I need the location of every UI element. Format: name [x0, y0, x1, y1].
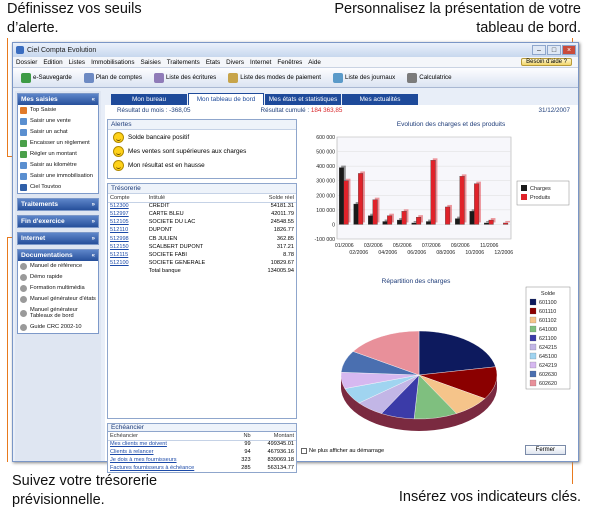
section-mes-saisies: [17, 93, 99, 194]
callout-customize-dashboard: Personnalisez la présentation de votre tableau de bord.: [334, 1, 581, 36]
cd-icon: [20, 310, 27, 317]
section-header[interactable]: Fin d'exercice »: [18, 216, 98, 227]
bar: [387, 216, 392, 225]
legend-swatch: [530, 299, 536, 305]
form-icon: [20, 162, 27, 169]
legend-swatch: [530, 362, 536, 368]
legend-label: Charges: [530, 186, 551, 192]
account-link[interactable]: 512115: [110, 251, 129, 258]
tab-mes-etats[interactable]: Mes états et statistiques: [265, 94, 341, 105]
table-cell: 24548.55: [270, 219, 294, 226]
no-show-checkbox[interactable]: Ne plus afficher au démarrage: [301, 448, 384, 454]
table-row[interactable]: [108, 259, 296, 267]
account-link[interactable]: 512997: [110, 211, 129, 218]
legend-swatch: [530, 353, 536, 359]
account-link[interactable]: 512110: [110, 227, 129, 234]
x-tick-label: 04/2006: [378, 250, 398, 256]
calculator-icon: [407, 73, 417, 83]
section-documentations: [17, 249, 99, 334]
schedule-title: Echéancier: [108, 424, 296, 432]
table-cell: CARTE BLEU: [148, 211, 184, 218]
bar: [503, 223, 508, 224]
table-cell: SOCIETE GENERALE: [148, 259, 206, 266]
menu-fenetres[interactable]: Fenêtres: [277, 58, 303, 66]
y-tick-label: 300 000: [316, 178, 335, 185]
table-cell: 285: [241, 465, 251, 472]
legend-label: 601102: [539, 318, 557, 324]
list-icon: [154, 73, 164, 83]
table-row[interactable]: [108, 251, 296, 259]
table-row[interactable]: [108, 456, 296, 464]
bar: [474, 184, 479, 225]
table-row[interactable]: [108, 226, 296, 234]
sidebar: [15, 91, 101, 461]
table-cell: 54181.31: [270, 203, 294, 210]
alert-item[interactable]: Solde bancaire positif: [108, 130, 296, 144]
section-internet: [17, 232, 99, 245]
bar: [373, 200, 378, 225]
table-row[interactable]: [108, 202, 296, 210]
sidebar-item-manuel-etats[interactable]: Manuel générateur d'états: [18, 294, 98, 305]
checkbox[interactable]: [301, 448, 307, 454]
bar: [402, 211, 407, 224]
alerts-panel: [107, 119, 297, 179]
section-header[interactable]: Mes saisies «: [18, 94, 98, 105]
menu-saisies[interactable]: Saisies: [140, 58, 161, 66]
bar: [368, 216, 373, 225]
section-traitements: [17, 198, 99, 211]
table-cell: 317.21: [276, 243, 294, 250]
ledger-icon: [84, 73, 94, 83]
result-cumul-value: 184 363,85: [310, 107, 343, 114]
menu-listes[interactable]: Listes: [68, 58, 86, 66]
smiley-icon: [113, 146, 124, 157]
table-cell: CREDIT: [148, 203, 170, 210]
legend-swatch: [530, 335, 536, 341]
sidebar-item-saisir-vente[interactable]: Saisir une vente: [18, 116, 98, 127]
sidebar-item-ciel-touvtoo[interactable]: Ciel Touvtoo: [18, 182, 98, 193]
menu-immobilisations[interactable]: Immobilisations: [91, 58, 135, 66]
table-cell: 8.78: [283, 251, 294, 258]
table-cell: 563134.77: [267, 465, 294, 472]
liste-ecritures-button[interactable]: Liste des écritures: [150, 71, 220, 85]
table-cell: 10829.67: [270, 259, 294, 266]
bar: [484, 223, 489, 224]
journal-icon: [333, 73, 343, 83]
bar: [431, 160, 436, 224]
payment-icon: [228, 73, 238, 83]
smiley-icon: [113, 132, 124, 143]
column-header: Montant: [253, 432, 296, 440]
sidebar-item-regler[interactable]: Régler un montant: [18, 149, 98, 160]
legend-label: 601100: [539, 300, 557, 306]
cd-icon: [20, 285, 27, 292]
app-icon: [20, 184, 27, 191]
table-cell: DUPONT: [148, 227, 173, 234]
esauvegarde-button[interactable]: e-Sauvegarde: [17, 71, 76, 85]
form-icon: [20, 173, 27, 180]
section-header[interactable]: Internet »: [18, 233, 98, 244]
table-cell: 1826.77: [273, 227, 294, 234]
result-month-value: -368,05: [169, 107, 191, 114]
table-row[interactable]: [108, 210, 296, 218]
x-tick-label: 03/2006: [363, 243, 383, 249]
table-row[interactable]: [108, 448, 296, 456]
column-header: Compte: [108, 194, 147, 202]
y-tick-label: 500 000: [316, 149, 335, 156]
leader-line: [7, 237, 8, 462]
bar: [426, 222, 431, 225]
x-tick-label: 06/2006: [407, 250, 427, 256]
bar: [470, 211, 475, 224]
treasury-table: [108, 194, 296, 275]
sidebar-item-manuel-tableaux[interactable]: Manuel générateur Tableaux de bord: [18, 305, 98, 322]
table-cell: SOCIETE FABI: [148, 251, 187, 258]
form-icon: [20, 129, 27, 136]
results-bar: [105, 105, 578, 116]
legend-label: 602630: [539, 372, 557, 378]
window-title: Ciel Compta Evolution: [27, 46, 97, 54]
x-tick-label: 05/2006: [392, 243, 412, 249]
table-row[interactable]: [108, 218, 296, 226]
y-tick-label: 0: [332, 222, 335, 229]
account-link[interactable]: 512105: [110, 219, 129, 226]
bar: [455, 219, 460, 225]
cd-icon: [20, 324, 27, 331]
column-header: Nb: [234, 432, 253, 440]
menu-bar: [13, 57, 578, 68]
legend-swatch: [530, 308, 536, 314]
sidebar-item-top-saisie[interactable]: Top Saisie: [18, 105, 98, 116]
tab-bar: [105, 91, 578, 105]
table-cell: 839069.18: [267, 457, 294, 464]
y-tick-label: 600 000: [316, 135, 335, 141]
column-header: Intitulé: [147, 194, 246, 202]
date-value: 31/12/2007: [538, 107, 570, 114]
close-window-button[interactable]: ×: [562, 45, 576, 55]
sidebar-item-guide-crc[interactable]: Guide CRC 2002-10: [18, 322, 98, 333]
x-tick-label: 08/2006: [436, 250, 456, 256]
menu-edition[interactable]: Edition: [43, 58, 63, 66]
section-header[interactable]: Traitements »: [18, 199, 98, 210]
x-tick-label: 07/2006: [421, 243, 441, 249]
legend-label: 645100: [539, 354, 557, 360]
table-cell: 467936.16: [267, 449, 294, 456]
table-cell: 323: [241, 457, 251, 464]
x-tick-label: 12/2006: [494, 250, 514, 256]
legend-title: Solde: [540, 291, 556, 297]
money-icon: [20, 151, 27, 158]
cd-icon: [20, 263, 27, 270]
collapse-icon[interactable]: «: [91, 96, 95, 103]
result-cumul-label: Résultat cumulé :: [260, 107, 310, 114]
expand-icon[interactable]: »: [91, 235, 95, 242]
y-tick-label: 200 000: [316, 193, 335, 200]
y-tick-label: 400 000: [316, 164, 335, 171]
calculatrice-button[interactable]: Calculatrice: [403, 71, 455, 85]
help-button[interactable]: Besoin d'aide ?: [521, 58, 572, 66]
title-bar: [13, 43, 578, 57]
table-cell: 42011.79: [271, 211, 294, 218]
app-window: [12, 42, 579, 472]
minimize-button[interactable]: –: [532, 45, 546, 55]
bar-chart: [301, 117, 576, 273]
bar: [354, 204, 359, 224]
account-link[interactable]: 512998: [110, 235, 129, 242]
bar: [339, 168, 344, 225]
form-icon: [20, 107, 27, 114]
app-icon: [16, 46, 24, 54]
sidebar-item-manuel-reference[interactable]: Manuel de référence: [18, 261, 98, 272]
schedule-link[interactable]: Je dois à mes fournisseurs: [110, 457, 177, 464]
chart-title: Evolution des charges et des produits: [396, 121, 506, 128]
treasury-title: Trésorerie: [108, 184, 296, 194]
account-link[interactable]: 512100: [110, 259, 129, 266]
callout-key-indicators: Insérez vos indicateurs clés.: [398, 489, 581, 505]
table-cell: 499345.01: [267, 441, 294, 448]
section-header[interactable]: Documentations «: [18, 250, 98, 261]
x-tick-label: 11/2006: [480, 243, 499, 249]
total-row: [108, 267, 296, 275]
sidebar-item-encaisser[interactable]: Encaisser un règlement: [18, 138, 98, 149]
table-cell: 94: [244, 449, 251, 456]
menu-aide[interactable]: Aide: [308, 58, 321, 66]
menu-traitements[interactable]: Traitements: [166, 58, 200, 66]
bar: [397, 220, 402, 224]
tab-mes-actualites[interactable]: Mes actualités: [342, 94, 418, 105]
sidebar-item-saisir-achat[interactable]: Saisir un achat: [18, 127, 98, 138]
legend-label: 624219: [539, 363, 557, 369]
chart-title: Répartition des charges: [381, 278, 451, 285]
callout-alert-thresholds: Définissez vos seuils d’alerte.: [7, 1, 142, 36]
legend-swatch: [521, 194, 527, 200]
legend-swatch: [521, 185, 527, 191]
table-cell: 362.85: [276, 235, 294, 242]
result-month-label: Résultat du mois :: [117, 107, 168, 114]
sidebar-item-demo-rapide[interactable]: Démo rapide: [18, 272, 98, 283]
table-cell: SCALBERT DUPONT: [148, 243, 204, 250]
legend-label: Produits: [530, 195, 551, 201]
toolbar: [13, 68, 578, 88]
bar: [460, 176, 465, 224]
tab-mon-bureau[interactable]: Mon bureau: [111, 94, 187, 105]
bar: [412, 223, 417, 224]
x-tick-label: 02/2006: [349, 250, 369, 256]
treasury-panel: [107, 183, 297, 419]
sidebar-item-formation[interactable]: Formation multimédia: [18, 283, 98, 294]
legend-box: [517, 181, 569, 205]
account-link[interactable]: 512300: [110, 203, 129, 210]
collapse-icon[interactable]: «: [91, 252, 95, 259]
x-tick-label: 09/2006: [450, 243, 470, 249]
legend-label: 624215: [539, 345, 557, 351]
expand-icon[interactable]: »: [91, 201, 95, 208]
pie-legend: [526, 287, 570, 389]
bar: [358, 173, 363, 224]
cd-icon: [20, 274, 27, 281]
bar: [344, 181, 349, 225]
x-tick-label: 01/2006: [334, 243, 354, 249]
section-fin-exercice: [17, 215, 99, 228]
legend-swatch: [530, 326, 536, 332]
legend-swatch: [530, 380, 536, 386]
table-cell: SOCIETE DU LAC: [148, 219, 196, 226]
legend-swatch: [530, 344, 536, 350]
menu-internet[interactable]: Internet: [250, 58, 272, 66]
leader-line: [7, 38, 8, 156]
smiley-icon: [113, 160, 124, 171]
column-header: Solde réel: [246, 194, 296, 202]
liste-modes-paiement-button[interactable]: Liste des modes de paiement: [224, 71, 325, 85]
schedule-link[interactable]: Clients à relancer: [110, 449, 154, 456]
money-icon: [20, 140, 27, 147]
x-tick-label: 10/2006: [465, 250, 485, 256]
cd-icon: [20, 296, 27, 303]
legend-label: 601110: [539, 309, 557, 315]
tab-mon-tableau-de-bord[interactable]: Mon tableau de bord: [188, 93, 264, 105]
table-row[interactable]: [108, 440, 296, 448]
bar: [445, 207, 450, 224]
legend-label: 621100: [539, 336, 557, 342]
menu-divers[interactable]: Divers: [226, 58, 245, 66]
schedule-link[interactable]: Mes clients me doivent: [110, 441, 167, 448]
alert-item[interactable]: Mon résultat est en hausse: [108, 158, 296, 172]
legend-swatch: [530, 371, 536, 377]
table-row[interactable]: [108, 234, 296, 242]
table-cell: 134005.94: [267, 267, 294, 274]
schedule-table: [108, 432, 296, 472]
pie-chart: [301, 275, 576, 435]
expand-icon[interactable]: »: [91, 218, 95, 225]
table-row[interactable]: [108, 464, 296, 472]
close-button[interactable]: Fermer: [525, 445, 566, 455]
legend-label: 602620: [539, 381, 557, 387]
table-cell: 99: [244, 441, 251, 448]
liste-journaux-button[interactable]: Liste des journaux: [329, 71, 399, 85]
legend-label: 641000: [539, 327, 557, 333]
table-cell: Total banque: [148, 267, 181, 274]
globe-icon: [21, 73, 31, 83]
sidebar-item-kilometre[interactable]: Saisir au kilomètre: [18, 160, 98, 171]
sidebar-item-immobilisation[interactable]: Saisir une immobilisation: [18, 171, 98, 182]
table-cell: CB JULIEN: [148, 235, 178, 242]
y-tick-label: 100 000: [316, 207, 335, 214]
dashboard-area: [105, 91, 578, 472]
callout-treasury: Suivez votre trésorerie prévisionnelle.: [12, 473, 158, 508]
schedule-body: [107, 431, 297, 473]
bar: [383, 222, 388, 225]
column-header: Echéancier: [108, 432, 234, 440]
table-row[interactable]: [108, 243, 296, 251]
alerts-title: Alertes: [108, 120, 296, 130]
account-link[interactable]: 512150: [110, 243, 129, 250]
table-cell: [108, 267, 147, 275]
legend-swatch: [530, 317, 536, 323]
menu-dossier[interactable]: Dossier: [16, 58, 38, 66]
bar: [489, 220, 494, 224]
menu-etats[interactable]: Etats: [205, 58, 221, 66]
chart-legend: [517, 181, 569, 205]
plan-comptes-button[interactable]: Plan de comptes: [80, 71, 146, 85]
form-icon: [20, 118, 27, 125]
schedule-link[interactable]: Factures fournisseurs à échéance: [110, 465, 195, 472]
alert-item[interactable]: Mes ventes sont supérieures aux charges: [108, 144, 296, 158]
maximize-button[interactable]: □: [547, 45, 561, 55]
bar: [416, 217, 421, 224]
bar-shadow: [505, 221, 510, 222]
y-tick-label: -100 000: [314, 237, 335, 243]
